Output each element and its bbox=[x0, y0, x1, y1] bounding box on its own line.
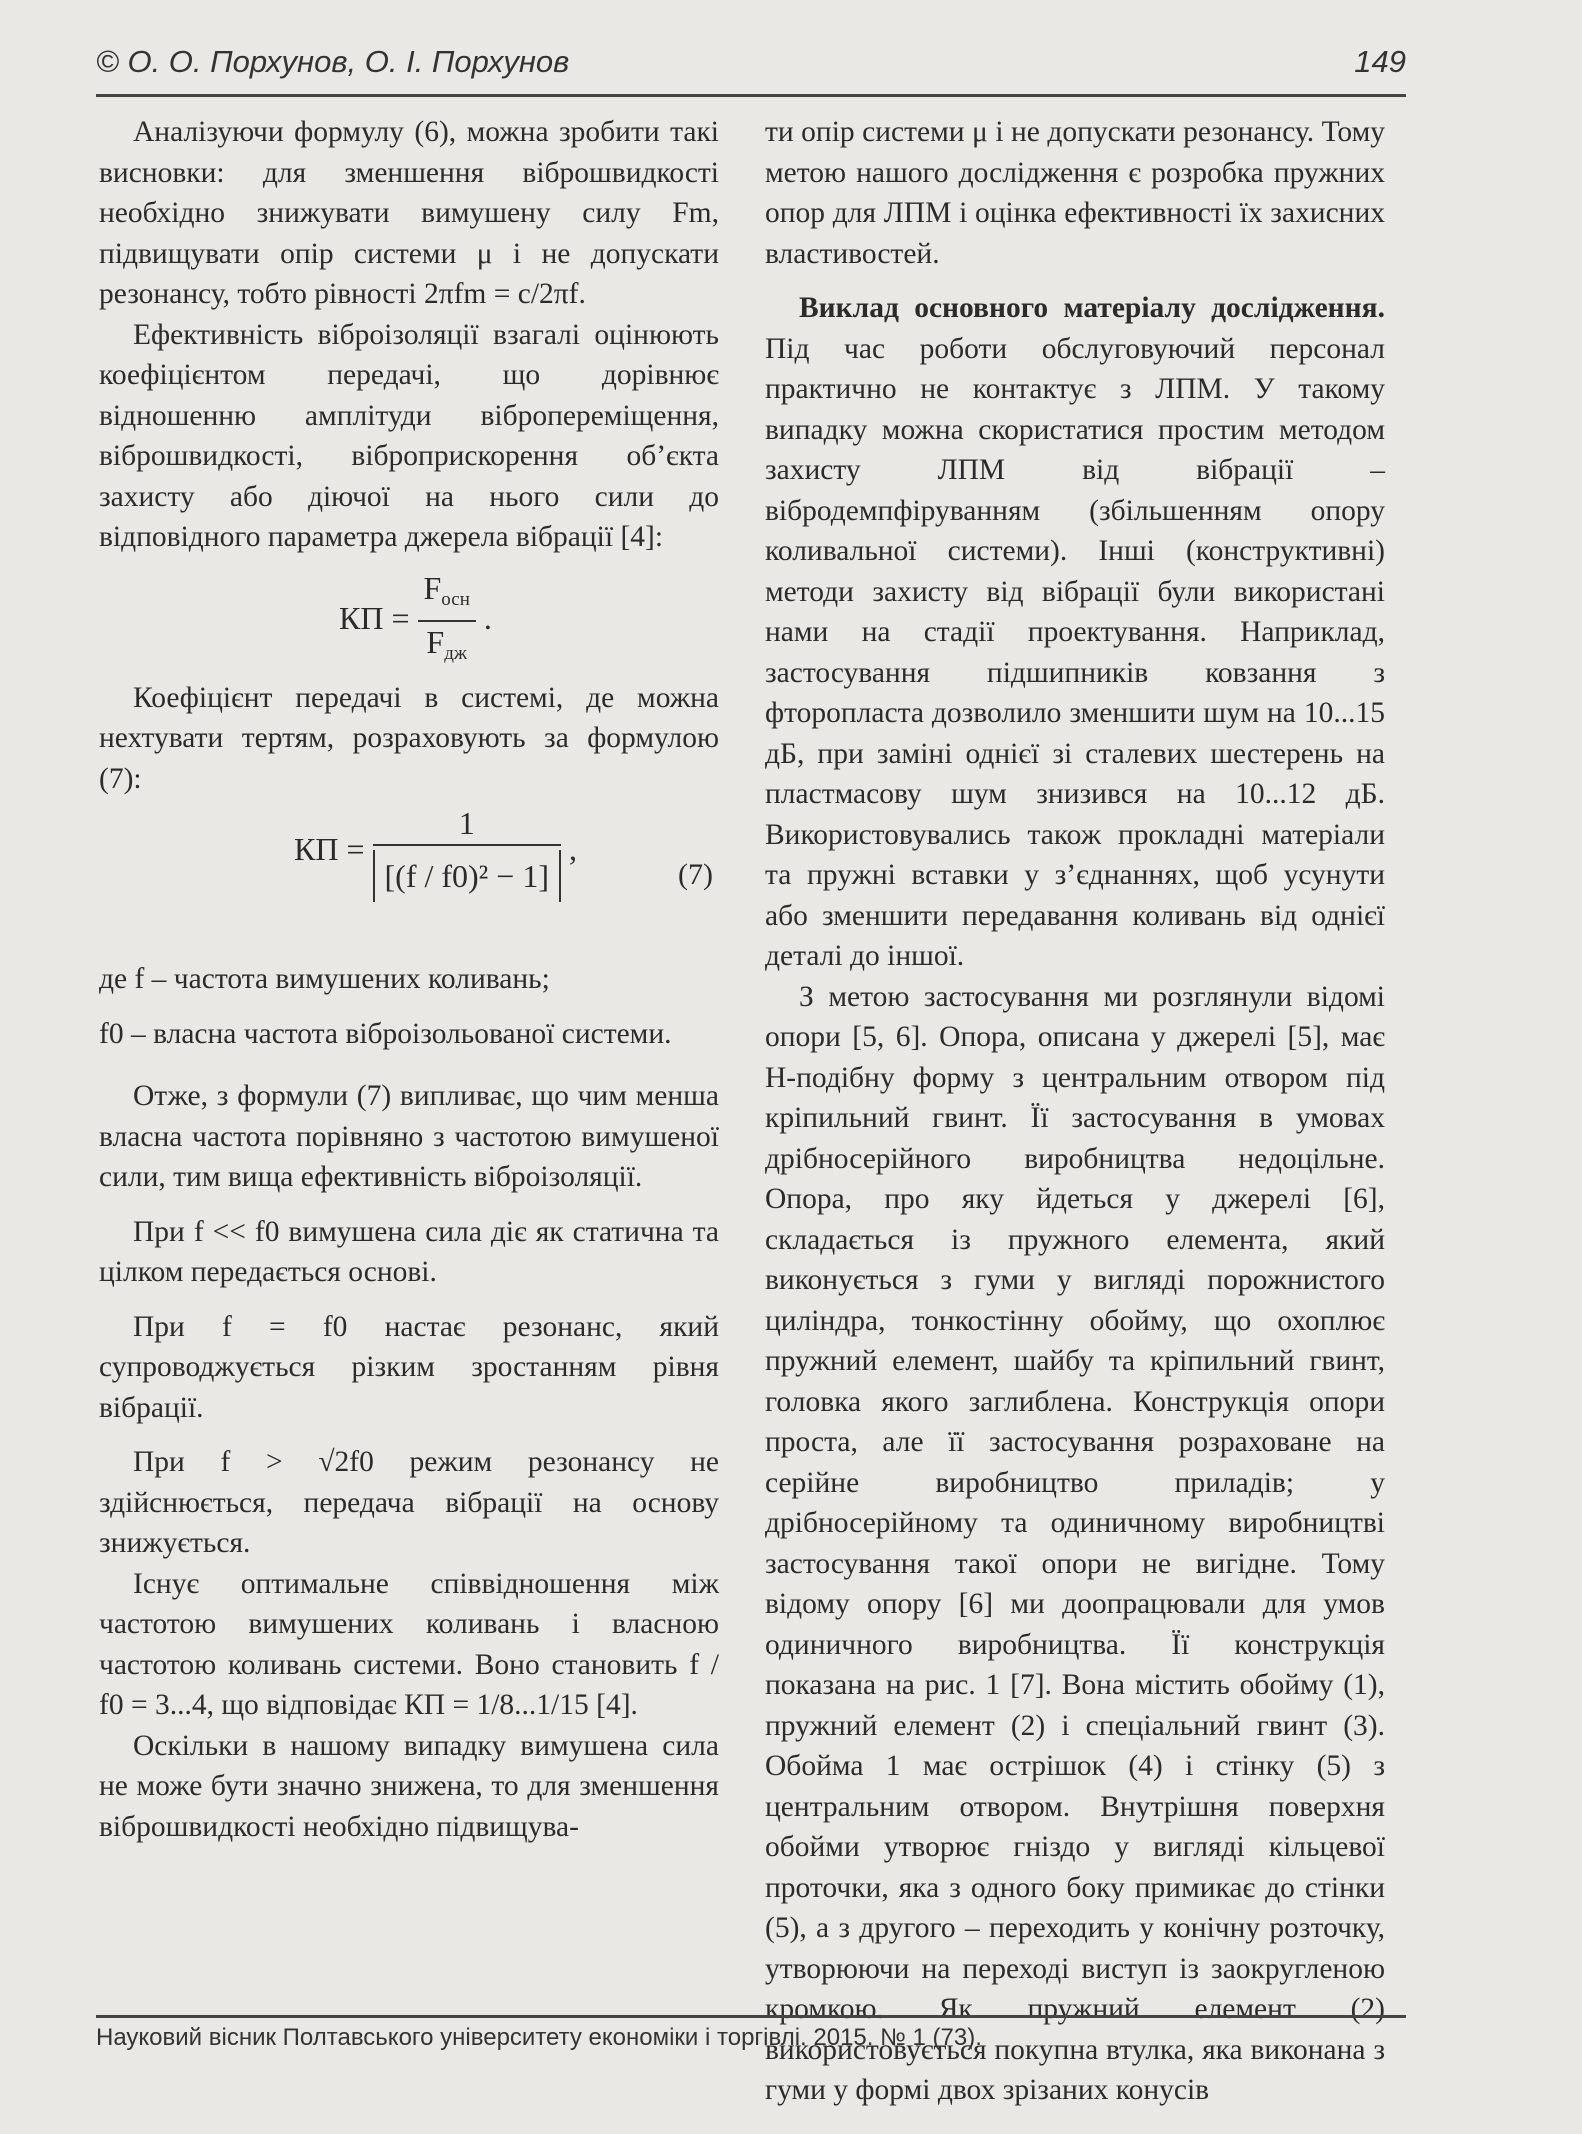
formula-7 bbox=[99, 799, 719, 959]
paragraph: Коефіцієнт передачі в системі, де можна нехтувати тертям, розраховують за формулою (7): bbox=[99, 681, 719, 795]
formula-lhs: КП = bbox=[294, 830, 365, 867]
page-number: 149 bbox=[1354, 44, 1406, 79]
paragraph: При f << f0 вимушена сила діє як статична та цілком передається основі. bbox=[99, 1215, 719, 1288]
fraction bbox=[373, 803, 561, 902]
header-authors: © О. О. Порхунов, О. І. Порхунов bbox=[96, 44, 570, 79]
formula-transfer-coefficient bbox=[99, 558, 719, 678]
paragraph: ти опір системи μ і не допускати резонансу. Тому метою нашого дослідження є розробка пружних опор для ЛПМ і оцінка ефективності їх захисних властивостей. bbox=[765, 116, 1385, 270]
formula-tail: , bbox=[568, 830, 577, 867]
denominator: F bbox=[426, 624, 445, 660]
paragraph: Існує оптимальне співвідношення між частотою вимушених коливань і власною частотою коливань системи. Воно становить f / f0 = 3...4, що відповідає КП = 1/8...1/15 [4]. bbox=[99, 1567, 719, 1721]
formula-lhs: КП = bbox=[339, 599, 410, 636]
fraction bbox=[418, 568, 476, 675]
equation-number: (7) bbox=[678, 858, 713, 891]
left-column bbox=[99, 112, 719, 1847]
page-footer bbox=[96, 2015, 1406, 2052]
paragraph: f0 – власна частота віброізольованої системи. bbox=[99, 1017, 672, 1050]
denominator: [(f / f0)² − 1] bbox=[373, 850, 561, 903]
formula-tail: . bbox=[483, 599, 492, 636]
denominator-subscript: дж bbox=[444, 643, 467, 664]
journal-citation: Науковий вісник Полтавського університету економіки і торгівлі. 2015. № 1 (73). bbox=[96, 2024, 982, 2051]
numerator: F bbox=[423, 569, 442, 606]
paragraph: Ефективність віброізоляції взагалі оцінюють коефіцієнтом передачі, що дорівнює відношенню амплітуди вібропереміщення, віброшвидкості, віброприскорення об’єкта захисту або діючої на нього сили до відповідного параметра джерела вібрації [4]: bbox=[99, 318, 719, 553]
paragraph bbox=[765, 288, 1385, 977]
paragraph: При f > √2f0 режим резонансу не здійснюється, передача вібрації на основу знижується. bbox=[99, 1446, 719, 1559]
right-column bbox=[765, 112, 1385, 2111]
paragraph: Отже, з формули (7) випливає, що чим менша власна частота порівняно з частотою вимушеної сили, тим вища ефективність віброізоляції. bbox=[99, 1080, 719, 1193]
page-header bbox=[96, 38, 1406, 97]
paragraph: При f = f0 настає резонанс, який супроводжується різким зростанням рівня вібрації. bbox=[99, 1310, 719, 1424]
paragraph: З метою застосування ми розглянули відомі опори [5, 6]. Опора, описана у джерелі [5], має Н-подібну форму з центральним отвором під кріпильний гвинт. Її застосування в умовах дрібносерійного виробництва недоцільне. Опора, про яку йдеться у джерелі [6], складається із пружного елемента, який виконується з гуми у вигляді порожнистого циліндра, тонкостінну обойму, що охоплює пружний елемент, шайбу та кріпильний гвинт, головка якого заглиблена. Конструкція опори проста, але її застосування розраховане на серійне виробництво приладів; у дрібносерійному та одиничному виробництві застосування такої опори не вигідне. Тому відому опору [6] ми доопрацювали для умов одиничного виробництва. Її конструкція показана на рис. 1 [7]. Вона містить обойму (1), пружний елемент (2) і спеціальний гвинт (3). Обойма 1 має острішок (4) і стінку (5) з центральним отвором. Внутрішня поверхня обойми утворює гніздо у вигляді кільцевої проточки, яка з одного боку примикає до стінки (5), а з другого – переходить у конічну розточку, утворюючи на переході виступ із заокругленою кромкою. Як пружний елемент (2) використовується покупна втулка, яка виконана з гуми у формі двох зрізаних конусів bbox=[765, 980, 1385, 2106]
section-heading: Виклад основного матеріалу дослідження. bbox=[799, 292, 1385, 324]
numerator-subscript: осн bbox=[441, 588, 470, 610]
paragraph: де f – частота вимушених коливань; bbox=[99, 963, 550, 995]
paragraph: Аналізуючи формулу (6), можна зробити такі висновки: для зменшення віброшвидкості необхідно знижувати вимушену силу Fm, підвищувати опір системи μ і не допускати резонансу, тобто рівності 2πfm = c/2πf. bbox=[99, 116, 719, 310]
paragraph: Оскільки в нашому випадку вимушена сила не може бути значно знижена, то для зменшення віброшвидкості необхідно підвищува- bbox=[99, 1729, 719, 1843]
numerator: 1 bbox=[373, 803, 561, 846]
paragraph-text: Під час роботи обслуговуючий персонал практично не контактує з ЛПМ. У такому випадку можна скористатися простим методом захисту ЛПМ від вібрації – вібродемпфіруванням (збільшенням опору коливальної системи). Інші (конструктивні) методи захисту від вібрації були використані нами на стадії проектування. Наприклад, застосування підшипників ковзання з фторопласта дозволило зменшити шум на 10...15 дБ, при заміні однієї зі сталевих шестерень на пластмасову шум знизився на 10...12 дБ. Використовувались також прокладні матеріали та пружні вставки у з’єднаннях, щоб усунути або зменшити передавання коливань від однієї деталі до іншої. bbox=[765, 332, 1385, 972]
